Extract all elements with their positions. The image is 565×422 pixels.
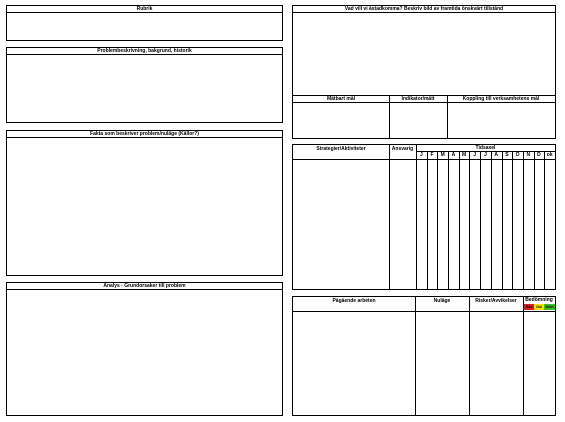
month-divider — [502, 151, 503, 289]
status-green-swatch[interactable]: Grön — [545, 305, 554, 309]
month-column-cell[interactable] — [502, 160, 513, 289]
goal-header: Vad vill vi åstadkomma? Beskriv bild av framtida önskvärt tillstånd — [293, 6, 555, 13]
month-column-cell[interactable] — [427, 160, 438, 289]
rubrik-header: Rubrik — [7, 6, 282, 13]
plan-box — [292, 144, 556, 290]
month-divider — [523, 151, 524, 289]
pagaende-area[interactable] — [293, 312, 415, 415]
analys-box[interactable] — [6, 282, 283, 416]
analys-header: Analys - Grundorsaker till problem — [7, 283, 282, 290]
month-column-cell[interactable] — [523, 160, 534, 289]
nulage-area[interactable] — [416, 312, 469, 415]
tidsaxel-header: Tidsaxel — [475, 145, 496, 151]
month-column-cell[interactable] — [491, 160, 502, 289]
month-column-cell[interactable] — [534, 160, 545, 289]
month-divider — [427, 151, 428, 289]
month-divider — [491, 151, 492, 289]
month-divider — [544, 151, 545, 289]
month-divider — [448, 151, 449, 289]
month-divider — [534, 151, 535, 289]
month-label: J — [484, 152, 487, 158]
month-divider — [459, 151, 460, 289]
month-label: ok — [546, 152, 553, 158]
status-yellow-swatch[interactable]: Gul — [534, 304, 544, 310]
problem-box[interactable] — [6, 47, 283, 123]
nulage-header: Nuläge — [433, 298, 451, 304]
month-column-cell[interactable] — [544, 160, 555, 289]
month-column-cell[interactable] — [416, 160, 427, 289]
month-column-cell[interactable] — [480, 160, 491, 289]
status-red-swatch[interactable]: Röd — [525, 305, 533, 309]
month-label: O — [515, 152, 520, 158]
month-label: M — [462, 152, 467, 158]
month-divider — [480, 151, 481, 289]
pagaende-header: Pågående arbeten — [332, 298, 376, 304]
month-column-cell[interactable] — [448, 160, 459, 289]
month-label: F — [430, 152, 434, 158]
rubrik-box[interactable] — [6, 5, 283, 41]
month-label: S — [505, 152, 509, 158]
month-label: A — [494, 152, 498, 158]
indikator-header: Indikator/mått — [401, 96, 435, 102]
month-column-cell[interactable] — [512, 160, 523, 289]
bedomning-area[interactable] — [524, 312, 555, 415]
goal-box — [292, 5, 556, 139]
fakta-box[interactable] — [6, 130, 283, 276]
month-column-cell[interactable] — [469, 160, 480, 289]
month-label: J — [419, 152, 423, 158]
strategier-header: Strategier/Aktiviteter — [316, 146, 366, 152]
goal-description-area[interactable] — [293, 13, 555, 101]
ansvarig-area[interactable] — [390, 160, 416, 289]
month-divider — [469, 151, 470, 289]
strategier-area[interactable] — [293, 160, 389, 289]
month-label: N — [526, 152, 531, 158]
month-divider — [437, 151, 438, 289]
month-label: J — [473, 152, 477, 158]
problem-header: Problembeskrivning, bakgrund, historik — [7, 48, 282, 55]
followup-box — [292, 296, 556, 416]
month-divider — [512, 151, 513, 289]
risker-header: Risker/Avvikelser — [475, 298, 517, 304]
month-label: A — [451, 152, 456, 158]
koppling-header: Koppling till verksamhetens mål — [462, 96, 540, 102]
month-label: D — [537, 152, 541, 158]
risker-area[interactable] — [470, 312, 523, 415]
month-label: M — [440, 152, 445, 158]
month-column-cell[interactable] — [437, 160, 448, 289]
month-column-cell[interactable] — [459, 160, 470, 289]
ansvarig-header: Ansvarig — [391, 146, 414, 152]
bedomning-header: Bedömning — [525, 297, 553, 303]
matbart-mal-header: Mätbart mål — [326, 96, 356, 102]
fakta-header: Fakta som beskriver problem/nuläge (Källor?) — [7, 131, 282, 138]
